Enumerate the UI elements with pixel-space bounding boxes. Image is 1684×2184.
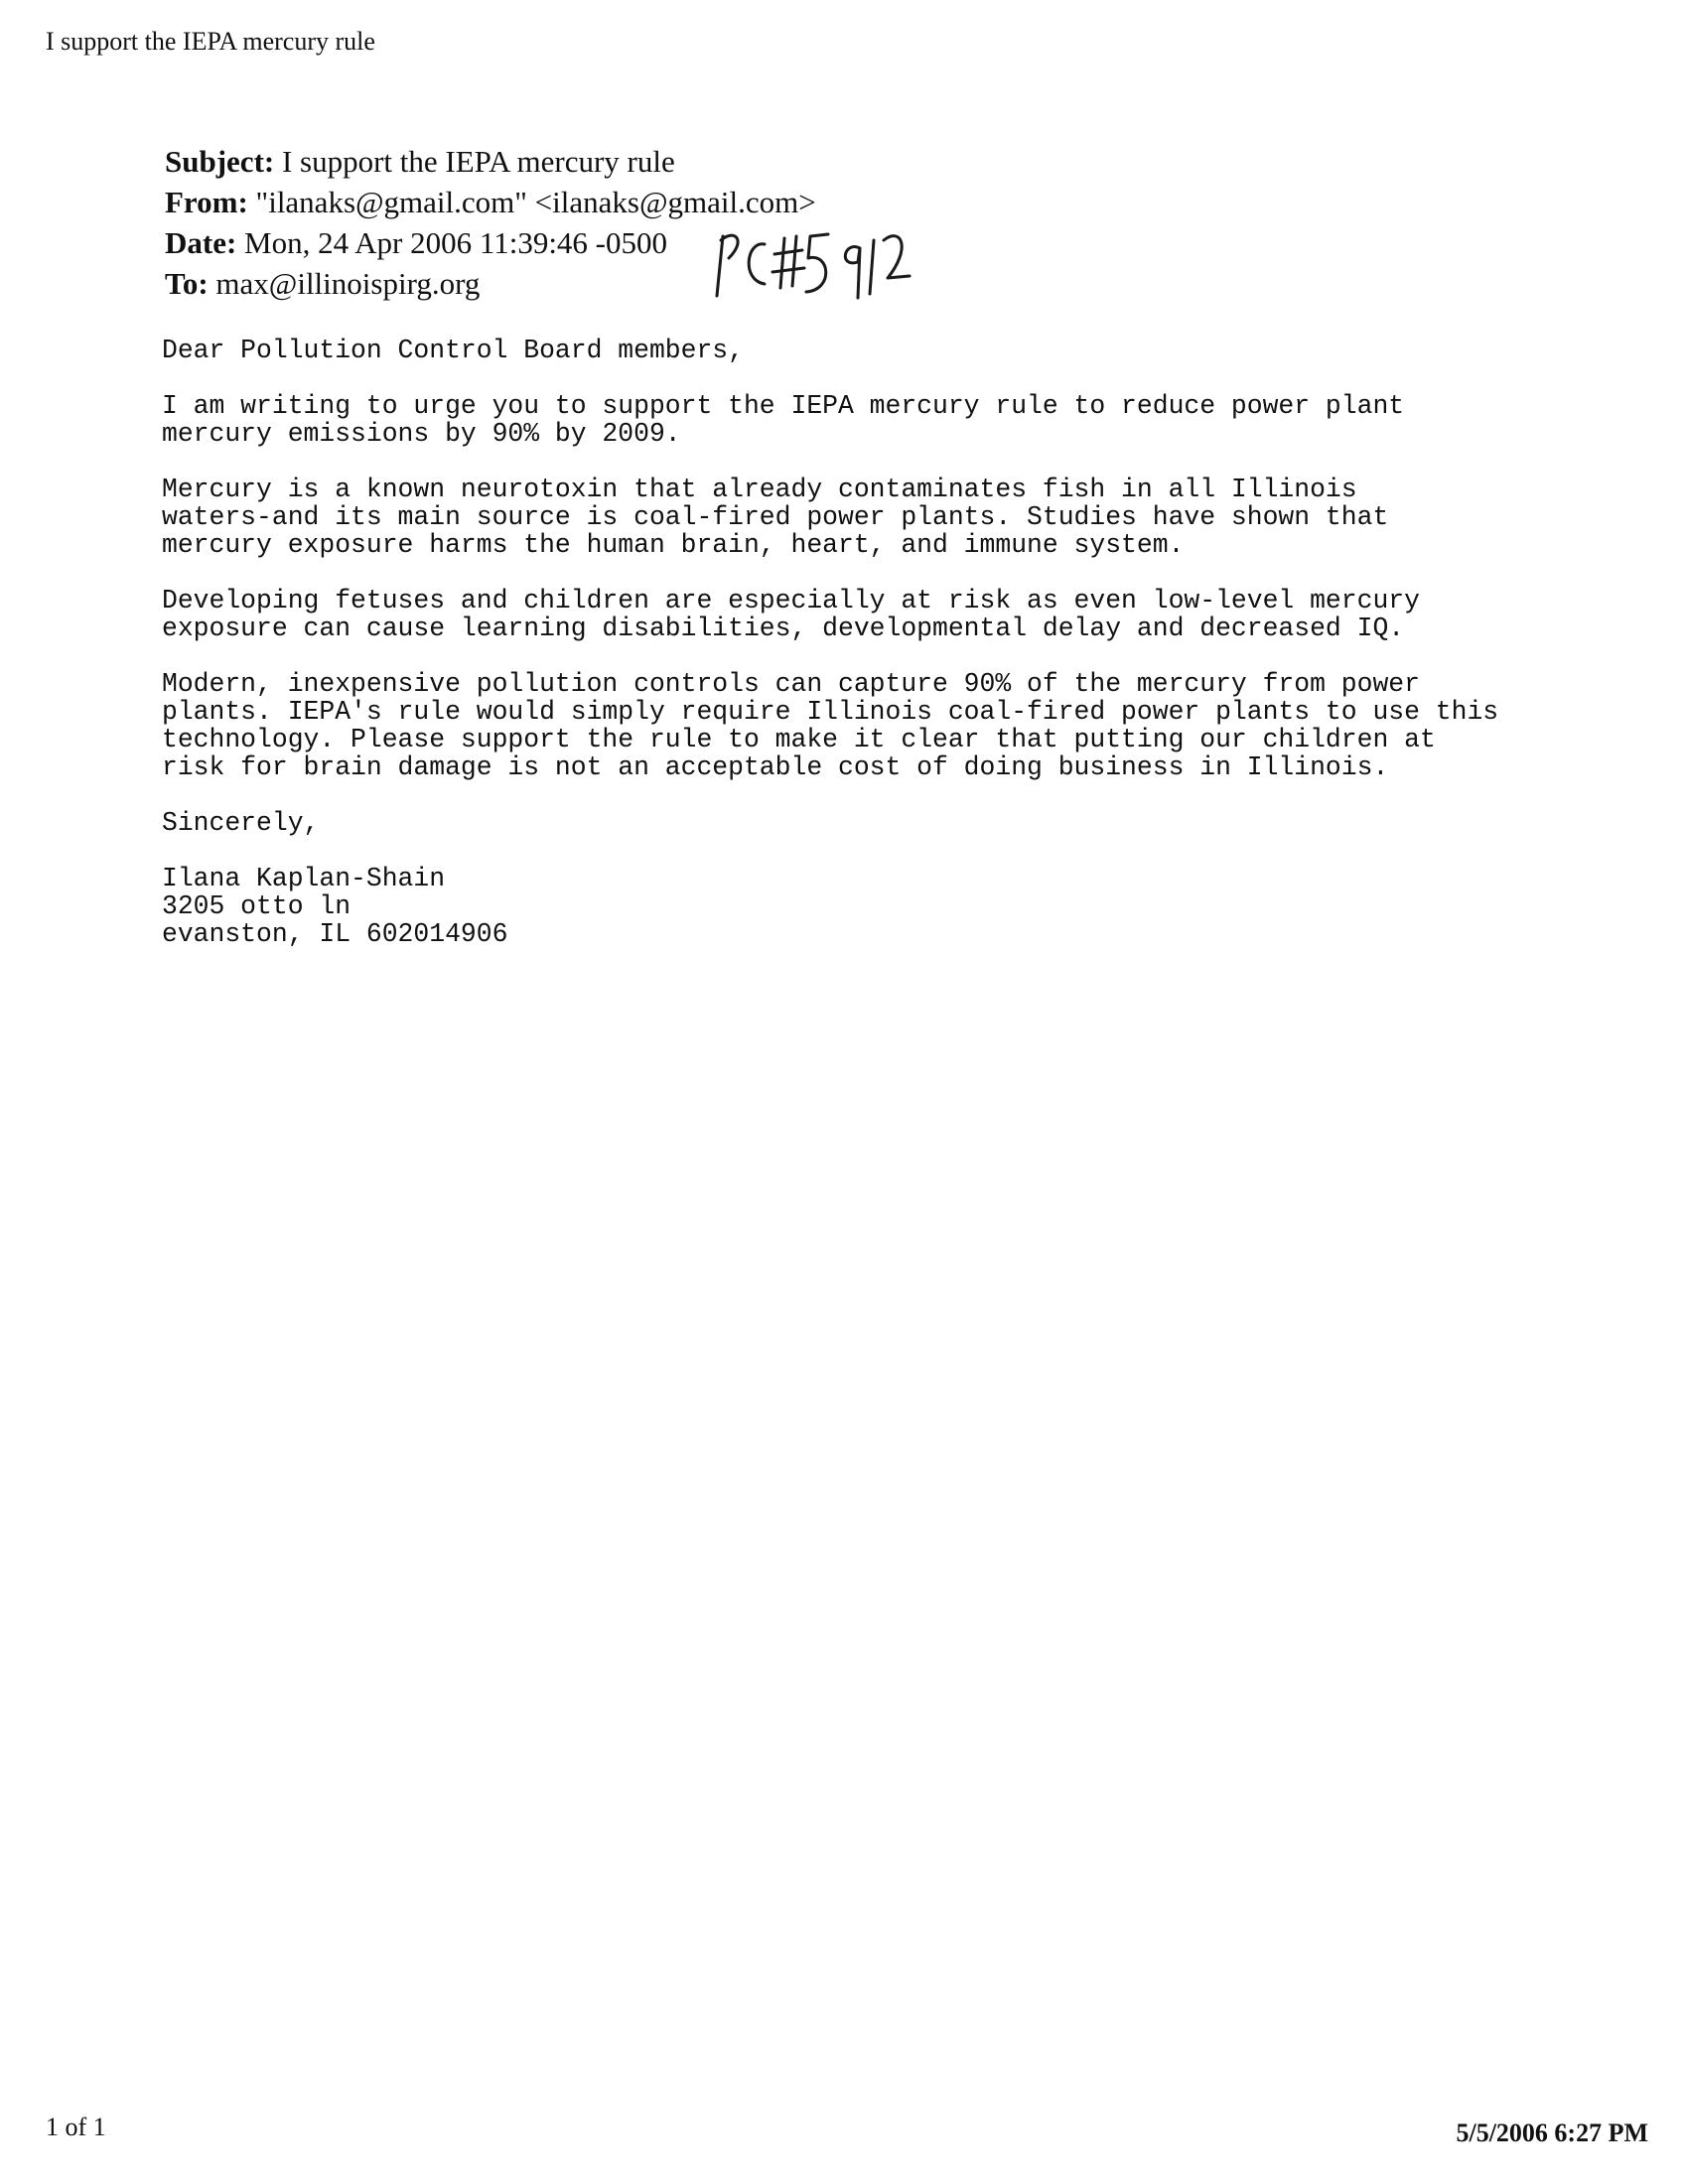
subject-line xyxy=(165,141,816,182)
subject-label: Subject: xyxy=(165,144,275,179)
paragraph-line: mercury emissions by 90% by 2009. xyxy=(162,419,681,449)
page-number: 1 of 1 xyxy=(46,2113,106,2141)
from-value: "ilanaks@gmail.com" <ilanaks@gmail.com> xyxy=(255,185,816,219)
signature-city: evanston, IL 602014906 xyxy=(162,919,508,949)
paragraph-line: I am writing to urge you to support the IEPA mercury rule to reduce power plant xyxy=(162,391,1405,421)
print-timestamp: 5/5/2006 6:27 PM xyxy=(1456,2118,1648,2147)
paragraph-line: Mercury is a known neurotoxin that already contaminates fish in all Illinois xyxy=(162,475,1357,504)
signature-street: 3205 otto ln xyxy=(162,891,351,921)
from-line xyxy=(165,182,816,222)
signature-block xyxy=(162,865,1572,948)
paragraph-line: waters-and its main source is coal-fired power plants. Studies have shown that xyxy=(162,502,1389,532)
to-value: max@illinoispirg.org xyxy=(215,266,481,301)
letter-body xyxy=(162,337,1572,948)
signature-name: Ilana Kaplan-Shain xyxy=(162,864,446,893)
paragraph-line: Developing fetuses and children are especially at risk as even low-level mercury xyxy=(162,586,1420,615)
date-value: Mon, 24 Apr 2006 11:39:46 -0500 xyxy=(244,225,668,260)
handwritten-mark-drawing xyxy=(707,218,915,328)
paragraph-1 xyxy=(162,392,1572,448)
subject-value: I support the IEPA mercury rule xyxy=(281,144,675,179)
paragraph-2 xyxy=(162,476,1572,559)
paragraph-line: exposure can cause learning disabilities, developmental delay and decreased IQ. xyxy=(162,614,1405,643)
to-label: To: xyxy=(165,266,209,301)
paragraph-line: risk for brain damage is not an acceptable cost of doing business in Illinois. xyxy=(162,752,1389,782)
from-label: From: xyxy=(165,185,248,219)
salutation: Dear Pollution Control Board members, xyxy=(162,336,744,365)
paragraph-line: Modern, inexpensive pollution controls can capture 90% of the mercury from power xyxy=(162,669,1420,699)
closing: Sincerely, xyxy=(162,808,320,838)
paragraph-line: plants. IEPA's rule would simply require Illinois coal-fired power plants to use this xyxy=(162,697,1499,727)
page-header-title: I support the IEPA mercury rule xyxy=(46,27,375,56)
paragraph-3 xyxy=(162,587,1572,642)
date-label: Date: xyxy=(165,225,237,260)
paragraph-4 xyxy=(162,670,1572,781)
paragraph-line: technology. Please support the rule to make it clear that putting our children at xyxy=(162,725,1436,754)
paragraph-line: mercury exposure harms the human brain, heart, and immune system. xyxy=(162,530,1185,560)
handwritten-mark xyxy=(707,218,915,328)
